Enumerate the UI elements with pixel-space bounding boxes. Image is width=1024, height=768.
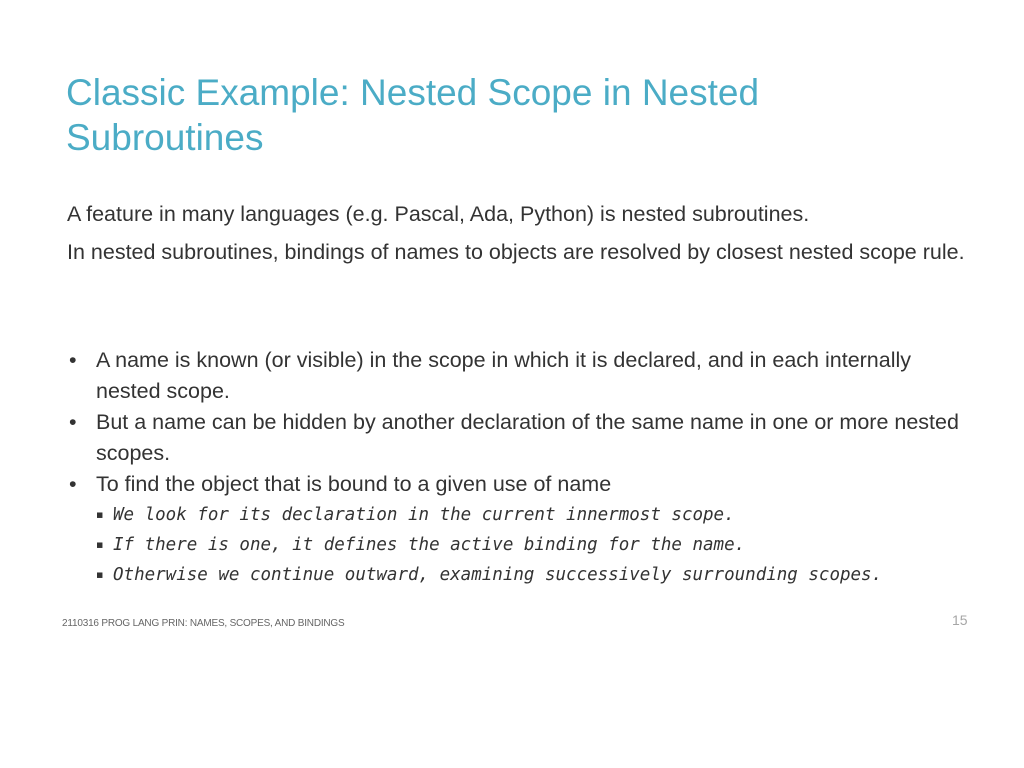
square-bullet-icon: ▪ [96,508,104,521]
sub-bullet-item [96,530,967,560]
bullet-item-hiding [67,407,967,469]
slide-footer: 2110316 PROG LANG PRIN: NAMES, SCOPES, AND BINDINGS [62,618,345,629]
slide-title: Classic Example: Nested Scope in Nested Subroutines [66,72,760,158]
intro-paragraph-1: A feature in many languages (e.g. Pascal, Ada, Python) is nested subroutines. [67,202,810,226]
bullet-item-binding-lookup [67,469,967,590]
intro-paragraph-2: In nested subroutines, bindings of names to objects are resolved by closest nested scope rule. [67,240,965,264]
square-bullet-icon: ▪ [96,538,104,551]
bullet-item-visibility [67,345,967,407]
bullet-text: A name is known (or visible) in the scope in which it is declared, and in each internally nested scope. [96,348,912,403]
bullet-marker: • [69,348,77,372]
sub-bullet-text: Otherwise we continue outward, examining successively surrounding scopes. [113,565,883,585]
sub-bullet-text: We look for its declaration in the current innermost scope. [113,505,735,525]
sub-bullet-text: If there is one, it defines the active binding for the name. [113,535,746,555]
square-bullet-icon: ▪ [96,568,104,581]
bullet-text: To find the object that is bound to a given use of name [96,472,612,496]
page-number: 15 [952,612,968,628]
sub-bullet-item [96,560,967,590]
bullet-list [67,345,967,590]
bullet-marker: • [69,410,77,434]
sub-bullet-item [96,500,967,530]
bullet-marker: • [69,472,77,496]
sub-bullet-list [96,500,967,590]
bullet-text: But a name can be hidden by another declaration of the same name in one or more nested scopes. [96,410,959,465]
